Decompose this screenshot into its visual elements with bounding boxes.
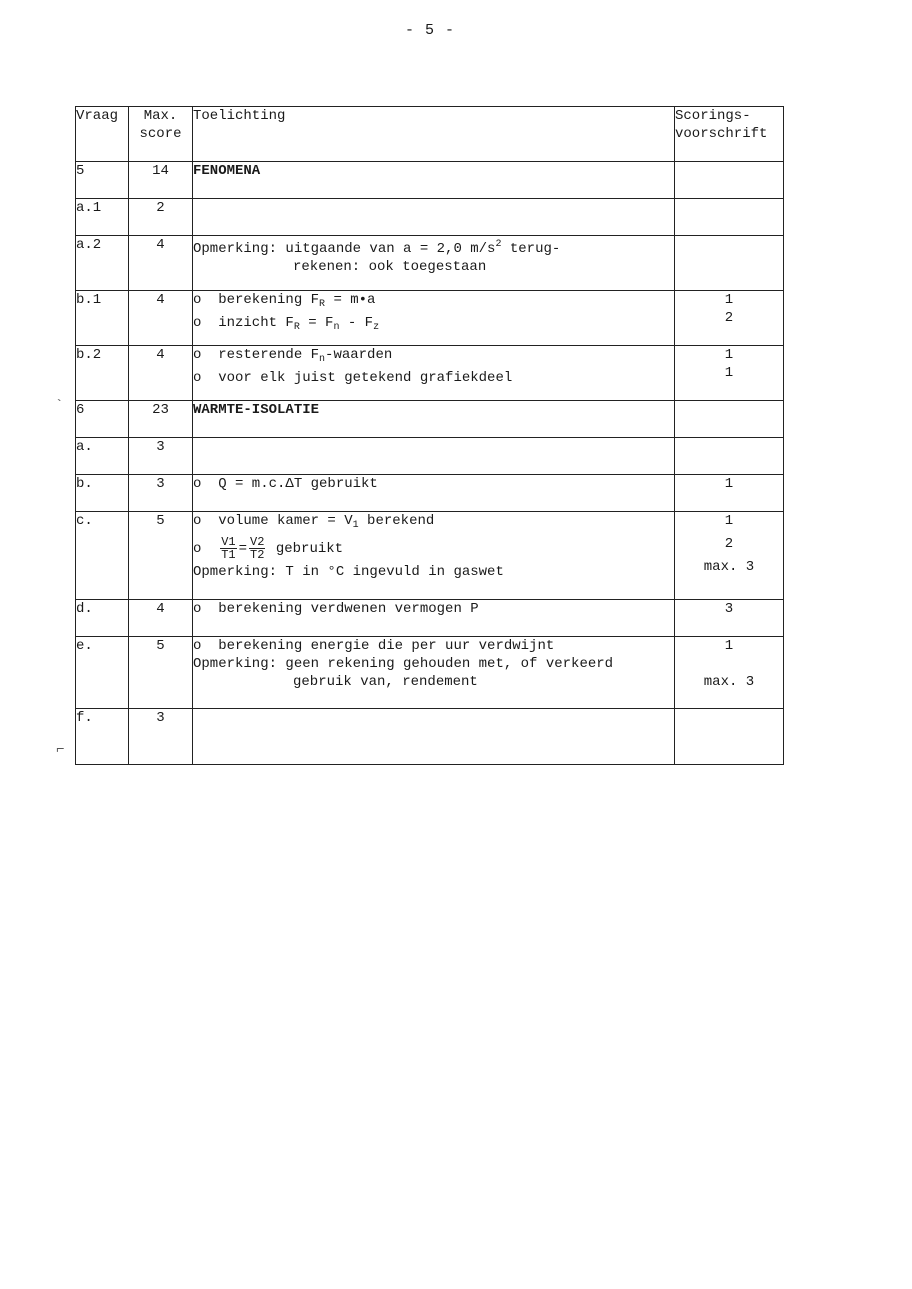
max-score: 3 xyxy=(129,475,193,512)
question-number: b.2 xyxy=(76,346,129,401)
explanation-cell xyxy=(193,709,675,765)
table-header-row xyxy=(76,107,784,162)
score-cell: 1 max. 3 xyxy=(675,637,784,709)
max-score: 23 xyxy=(129,401,193,438)
score-cell: 3 xyxy=(675,600,784,637)
question-number: f. xyxy=(76,709,129,765)
gas-law-fraction-2: $\frac{V2}{T2}$ xyxy=(250,534,265,562)
explanation-cell: o Q = m.c.ΔT gebruikt xyxy=(193,475,675,512)
gas-law-fraction-1: $\frac{V1}{T1}$ xyxy=(221,534,236,562)
score-cell: 1 2 max. 3 xyxy=(675,512,784,600)
max-score: 4 xyxy=(129,346,193,401)
question-number: 5 xyxy=(76,162,129,199)
score-cell: 1 1 xyxy=(675,346,784,401)
question-number: b. xyxy=(76,475,129,512)
table-row xyxy=(76,600,784,637)
max-score: 4 xyxy=(129,236,193,291)
table-row xyxy=(76,709,784,765)
header-max-score: Max. score xyxy=(129,107,193,162)
explanation-cell: o berekening energie die per uur verdwijnt Opmerking: geen rekening gehouden met, of verkeerd gebruik van, rendement xyxy=(193,637,675,709)
question-number: a.2 xyxy=(76,236,129,291)
margin-bracket-mark: ⌐ xyxy=(56,742,65,758)
score-cell xyxy=(675,236,784,291)
explanation-cell: o berekening verdwenen vermogen P xyxy=(193,600,675,637)
question-number: 6 xyxy=(76,401,129,438)
explanation-cell: o berekening $F_R$ = m•a o inzicht $F_R = F_n - F_z$ xyxy=(193,291,675,346)
max-score: 5 xyxy=(129,637,193,709)
question-number: e. xyxy=(76,637,129,709)
question-number: d. xyxy=(76,600,129,637)
score-cell xyxy=(675,401,784,438)
score-cell xyxy=(675,162,784,199)
explanation-cell: o resterende $F_n$-waarden o voor elk juist getekend grafiekdeel xyxy=(193,346,675,401)
table-row xyxy=(76,438,784,475)
explanation-cell xyxy=(193,199,675,236)
table-row xyxy=(76,346,784,401)
score-cell: 1 2 xyxy=(675,291,784,346)
explanation-cell: o volume kamer = $V_1$ berekend o $\frac{V1}{T1}$ = $\frac{V2}{T2}$ gebruikt Opmerking: T in °C ingevuld in gaswet xyxy=(193,512,675,600)
table-row xyxy=(76,512,784,600)
question-number: a. xyxy=(76,438,129,475)
question-number: b.1 xyxy=(76,291,129,346)
max-score: 5 xyxy=(129,512,193,600)
page-number: - 5 - xyxy=(404,22,455,39)
table-row xyxy=(76,475,784,512)
section-title: FENOMENA xyxy=(193,162,675,199)
table-row xyxy=(76,162,784,199)
table-row xyxy=(76,401,784,438)
table-row xyxy=(76,199,784,236)
max-score: 2 xyxy=(129,199,193,236)
score-cell xyxy=(675,438,784,475)
header-scoringsvoorschrift: Scorings- voorschrift xyxy=(675,107,784,162)
score-cell xyxy=(675,199,784,236)
max-score: 3 xyxy=(129,438,193,475)
table-row xyxy=(76,291,784,346)
max-score: 14 xyxy=(129,162,193,199)
section-title: WARMTE-ISOLATIE xyxy=(193,401,675,438)
question-number: c. xyxy=(76,512,129,600)
header-vraag: Vraag xyxy=(76,107,129,162)
table-row xyxy=(76,236,784,291)
explanation-cell: Opmerking: uitgaande van a = 2,0 $m/s^2$ terug- rekenen: ook toegestaan xyxy=(193,236,675,291)
header-toelichting: Toelichting xyxy=(193,107,675,162)
score-cell xyxy=(675,709,784,765)
margin-tick-mark: ` xyxy=(55,398,64,414)
scoring-table xyxy=(75,106,784,765)
max-score: 3 xyxy=(129,709,193,765)
table-row xyxy=(76,637,784,709)
question-number: a.1 xyxy=(76,199,129,236)
score-cell: 1 xyxy=(675,475,784,512)
explanation-cell xyxy=(193,438,675,475)
max-score: 4 xyxy=(129,291,193,346)
max-score: 4 xyxy=(129,600,193,637)
